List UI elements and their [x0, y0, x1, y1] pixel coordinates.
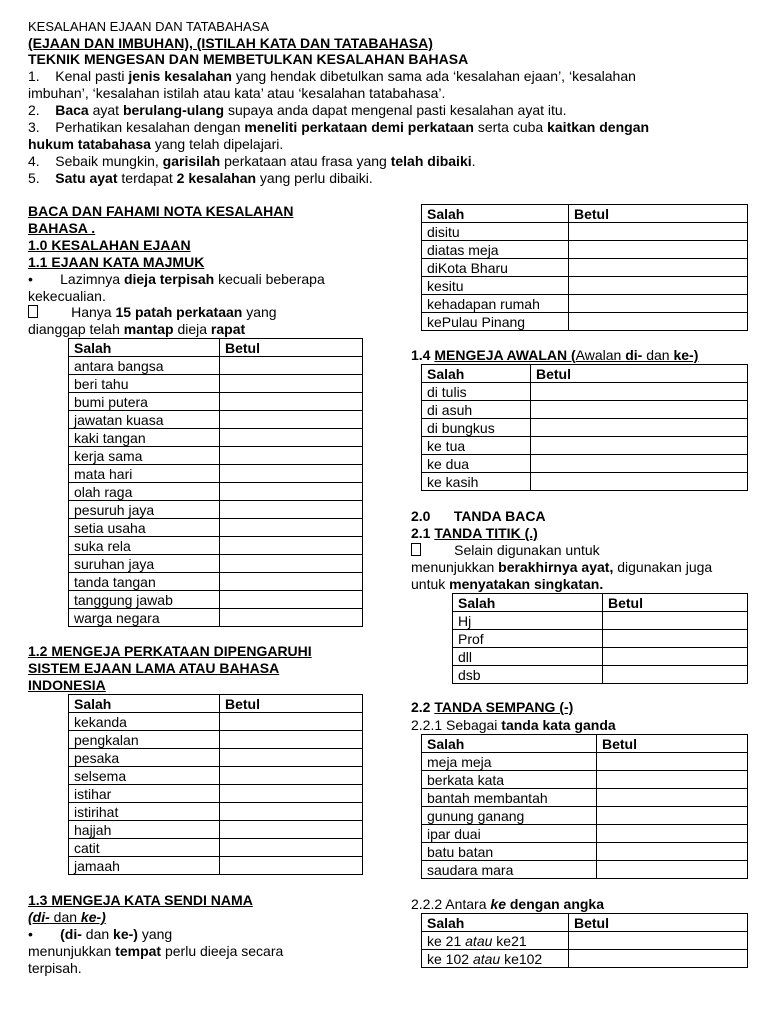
cell-salah: pesuruh jaya [69, 501, 220, 519]
bullet-hanya: Hanya 15 patah perkataan yang [28, 304, 277, 321]
cell-salah: catit [69, 839, 220, 857]
cell-text-part: ke21 [492, 932, 527, 949]
cell-salah [422, 932, 569, 950]
cell-betul[interactable] [220, 393, 363, 411]
table-row [422, 241, 748, 259]
table-row [422, 950, 748, 968]
step-3: 3. Perhatikan kesalahan dengan meneliti perkataan demi perkataan serta cuba kaitkan dengan [28, 119, 650, 135]
cell-betul[interactable] [220, 357, 363, 375]
cell-salah: tanggung jawab [69, 591, 220, 609]
table-kata-sendi [421, 204, 748, 331]
table-row [422, 825, 748, 843]
cell-salah: ke tua [422, 437, 531, 455]
bullet-kata-sendi: • (di- dan ke-) yang [28, 926, 173, 942]
cell-salah: kaki tangan [69, 429, 220, 447]
cell-salah: beri tahu [69, 375, 220, 393]
col-header-betul: Betul [597, 735, 748, 753]
cell-salah: saudara mara [422, 861, 597, 879]
cell-betul[interactable] [569, 313, 748, 331]
cell-betul[interactable] [531, 455, 748, 473]
table-row [453, 612, 748, 630]
cell-salah: berkata kata [422, 771, 597, 789]
cell-betul[interactable] [569, 950, 748, 968]
section-1-2-heading-cont2: INDONESIA [28, 677, 106, 693]
section-1-1-heading: 1.1 EJAAN KATA MAJMUK [28, 254, 205, 270]
cell-betul[interactable] [220, 839, 363, 857]
cell-betul[interactable] [597, 861, 748, 879]
table-row [69, 519, 363, 537]
cell-salah: gunung ganang [422, 807, 597, 825]
cell-salah: jawatan kuasa [69, 411, 220, 429]
cell-betul[interactable] [569, 295, 748, 313]
cell-betul[interactable] [597, 807, 748, 825]
table-row [422, 753, 748, 771]
cell-salah: Hj [453, 612, 603, 630]
section-2-0-heading: 2.0 TANDA BACA [411, 508, 546, 524]
table-row [69, 609, 363, 627]
section-1-2-heading: 1.2 MENGEJA PERKATAAN DIPENGARUHI [28, 643, 312, 659]
cell-betul[interactable] [603, 612, 748, 630]
cell-betul[interactable] [597, 753, 748, 771]
table-row [69, 573, 363, 591]
cell-salah: istihar [69, 785, 220, 803]
cell-betul[interactable] [569, 241, 748, 259]
bullet-lazimnya: • Lazimnya dieja terpisah kecuali beberapa [28, 271, 325, 287]
cell-betul[interactable] [603, 648, 748, 666]
section-1-3-heading-cont: (di- dan ke-) [28, 909, 106, 925]
cell-salah: pengkalan [69, 731, 220, 749]
section-2-2-1-heading: 2.2.1 Sebagai tanda kata ganda [411, 717, 616, 733]
cell-salah: diKota Bharu [422, 259, 569, 277]
col-header-salah: Salah [69, 339, 220, 357]
cell-salah: istirihat [69, 803, 220, 821]
document-subtitle: (EJAAN DAN IMBUHAN), (ISTILAH KATA DAN TATABAHASA) [28, 35, 433, 51]
cell-betul[interactable] [597, 771, 748, 789]
col-header-betul: Betul [220, 695, 363, 713]
table-row [422, 401, 748, 419]
col-header-salah: Salah [422, 365, 531, 383]
col-header-betul: Betul [603, 594, 748, 612]
table-row [69, 447, 363, 465]
cell-salah: tanda tangan [69, 573, 220, 591]
cell-salah: suka rela [69, 537, 220, 555]
section-1-0-heading: 1.0 KESALAHAN EJAAN [28, 237, 191, 253]
cell-betul[interactable] [220, 429, 363, 447]
table-row [69, 839, 363, 857]
table-row [69, 375, 363, 393]
missing-glyph-icon [411, 543, 421, 556]
table-row [422, 223, 748, 241]
bullet-icon: • [28, 926, 33, 942]
section-1-2-heading-cont: SISTEM EJAAN LAMA ATAU BAHASA [28, 660, 280, 676]
cell-salah: ke kasih [422, 473, 531, 491]
cell-text-part: ke102 [500, 950, 543, 967]
cell-salah: suruhan jaya [69, 555, 220, 573]
cell-salah: setia usaha [69, 519, 220, 537]
cell-betul[interactable] [531, 419, 748, 437]
table-ejaan-lama [68, 694, 363, 875]
cell-salah: olah raga [69, 483, 220, 501]
table-row [422, 807, 748, 825]
cell-betul[interactable] [220, 591, 363, 609]
table-row [422, 259, 748, 277]
table-row [453, 648, 748, 666]
cell-betul[interactable] [597, 843, 748, 861]
cell-betul[interactable] [220, 483, 363, 501]
cell-salah: pesaka [69, 749, 220, 767]
table-row [69, 465, 363, 483]
cell-betul[interactable] [603, 630, 748, 648]
table-row [422, 383, 748, 401]
col-header-betul: Betul [569, 205, 748, 223]
notes-heading: BACA DAN FAHAMI NOTA KESALAHAN [28, 203, 294, 219]
cell-salah [422, 950, 569, 968]
col-header-salah: Salah [69, 695, 220, 713]
col-header-betul: Betul [569, 914, 748, 932]
step-3-continued: hukum tatabahasa yang telah dipelajari. [28, 136, 284, 152]
notes-heading-cont: BAHASA . [28, 220, 96, 236]
table-row [422, 295, 748, 313]
cell-betul[interactable] [220, 501, 363, 519]
table-row [69, 767, 363, 785]
technique-title: TEKNIK MENGESAN DAN MEMBETULKAN KESALAHAN BAHASA [28, 51, 469, 67]
cell-betul[interactable] [220, 465, 363, 483]
table-row [422, 789, 748, 807]
bullet-hanya-cont: dianggap telah mantap dieja rapat [28, 321, 246, 337]
step-1: 1. Kenal pasti jenis kesalahan yang hendak dibetulkan sama ada ‘kesalahan ejaan’, ‘kesalahan [28, 68, 636, 84]
table-row [69, 411, 363, 429]
cell-betul[interactable] [531, 473, 748, 491]
table-row [422, 437, 748, 455]
cell-salah: mata hari [69, 465, 220, 483]
cell-betul[interactable] [531, 437, 748, 455]
cell-text-part: ke 102 [427, 950, 473, 967]
table-row [453, 630, 748, 648]
cell-salah: hajjah [69, 821, 220, 839]
section-2-2-2-heading: 2.2.2 Antara ke dengan angka [411, 896, 605, 912]
table-row [69, 501, 363, 519]
bullet-tanda-titik-cont: menunjukkan berakhirnya ayat, digunakan juga [411, 559, 713, 575]
table-row [69, 749, 363, 767]
col-header-betul: Betul [220, 339, 363, 357]
cell-salah: di bungkus [422, 419, 531, 437]
col-header-salah: Salah [422, 205, 569, 223]
cell-betul[interactable] [220, 447, 363, 465]
bullet-tanda-titik: Selain digunakan untuk [411, 542, 600, 559]
table-row [422, 932, 748, 950]
cell-salah: ke dua [422, 455, 531, 473]
cell-betul[interactable] [531, 383, 748, 401]
bullet-lazimnya-cont: kekecualian. [28, 288, 106, 304]
cell-betul[interactable] [569, 259, 748, 277]
cell-betul[interactable] [220, 749, 363, 767]
table-row [422, 771, 748, 789]
cell-salah: kesitu [422, 277, 569, 295]
cell-text-part: ke 21 [427, 932, 466, 949]
cell-betul[interactable] [220, 731, 363, 749]
cell-salah: di asuh [422, 401, 531, 419]
cell-salah: warga negara [69, 609, 220, 627]
cell-betul[interactable] [569, 932, 748, 950]
bullet-kata-sendi-cont2: terpisah. [28, 960, 82, 976]
cell-salah: diatas meja [422, 241, 569, 259]
cell-betul[interactable] [220, 519, 363, 537]
step-2: 2. Baca ayat berulang-ulang supaya anda dapat mengenal pasti kesalahan ayat itu. [28, 102, 567, 118]
table-row [69, 483, 363, 501]
cell-salah: kekanda [69, 713, 220, 731]
cell-betul[interactable] [597, 789, 748, 807]
cell-betul[interactable] [603, 666, 748, 684]
cell-betul[interactable] [220, 767, 363, 785]
cell-betul[interactable] [220, 411, 363, 429]
table-row [69, 785, 363, 803]
table-ke-angka [421, 913, 748, 968]
table-row [69, 591, 363, 609]
table-row [453, 666, 748, 684]
table-row [69, 357, 363, 375]
cell-betul[interactable] [220, 857, 363, 875]
cell-salah: disitu [422, 223, 569, 241]
cell-salah: selsema [69, 767, 220, 785]
cell-betul[interactable] [220, 537, 363, 555]
cell-salah: bantah membantah [422, 789, 597, 807]
bullet-tanda-titik-cont2: untuk menyatakan singkatan. [411, 576, 604, 592]
col-header-betul: Betul [531, 365, 748, 383]
cell-salah: jamaah [69, 857, 220, 875]
section-1-4-heading: 1.4 MENGEJA AWALAN (Awalan di- dan ke-) [411, 347, 699, 363]
table-tanda-titik [452, 593, 748, 684]
cell-betul[interactable] [220, 785, 363, 803]
cell-salah: di tulis [422, 383, 531, 401]
cell-salah: bumi putera [69, 393, 220, 411]
cell-betul[interactable] [531, 401, 748, 419]
table-row [422, 419, 748, 437]
table-row [69, 857, 363, 875]
table-tanda-sempang [421, 734, 748, 879]
cell-betul[interactable] [569, 277, 748, 295]
cell-salah: kehadapan rumah [422, 295, 569, 313]
missing-glyph-icon [28, 305, 38, 318]
table-row [69, 555, 363, 573]
cell-betul[interactable] [220, 375, 363, 393]
bullet-kata-sendi-cont: menunjukkan tempat perlu dieeja secara [28, 943, 284, 959]
cell-salah: dsb [453, 666, 603, 684]
table-row [422, 313, 748, 331]
section-2-1-heading: 2.1 TANDA TITIK (.) [411, 525, 538, 541]
cell-salah: Prof [453, 630, 603, 648]
col-header-salah: Salah [453, 594, 603, 612]
table-row [69, 713, 363, 731]
table-awalan [421, 364, 748, 491]
cell-betul[interactable] [220, 555, 363, 573]
cell-salah: kerja sama [69, 447, 220, 465]
section-2-2-heading: 2.2 TANDA SEMPANG (-) [411, 699, 574, 715]
document-title: KESALAHAN EJAAN DAN TATABAHASA [28, 19, 270, 34]
table-row [69, 803, 363, 821]
table-row [69, 537, 363, 555]
col-header-salah: Salah [422, 735, 597, 753]
cell-betul[interactable] [220, 573, 363, 591]
cell-salah: ipar duai [422, 825, 597, 843]
table-row [422, 473, 748, 491]
cell-salah: batu batan [422, 843, 597, 861]
section-1-3-heading: 1.3 MENGEJA KATA SENDI NAMA [28, 892, 253, 908]
cell-salah: antara bangsa [69, 357, 220, 375]
cell-text-part: atau [465, 932, 493, 949]
cell-betul[interactable] [220, 609, 363, 627]
table-row [69, 731, 363, 749]
col-header-salah: Salah [422, 914, 569, 932]
step-1-continued: imbuhan’, ‘kesalahan istilah atau kata’ atau ‘kesalahan tatabahasa’. [28, 85, 446, 101]
step-4: 4. Sebaik mungkin, garisilah perkataan atau frasa yang telah dibaiki. [28, 153, 476, 169]
cell-betul[interactable] [220, 821, 363, 839]
step-5: 5. Satu ayat terdapat 2 kesalahan yang perlu dibaiki. [28, 170, 373, 186]
cell-betul[interactable] [220, 713, 363, 731]
cell-salah: meja meja [422, 753, 597, 771]
cell-betul[interactable] [220, 803, 363, 821]
table-row [69, 821, 363, 839]
table-kata-majmuk [68, 338, 363, 627]
table-row [422, 861, 748, 879]
cell-salah: dll [453, 648, 603, 666]
cell-betul[interactable] [597, 825, 748, 843]
table-row [422, 277, 748, 295]
table-row [69, 429, 363, 447]
cell-salah: kePulau Pinang [422, 313, 569, 331]
table-row [422, 455, 748, 473]
cell-betul[interactable] [569, 223, 748, 241]
table-row [422, 843, 748, 861]
cell-text-part: atau [472, 950, 501, 967]
bullet-icon: • [28, 271, 33, 287]
table-row [69, 393, 363, 411]
